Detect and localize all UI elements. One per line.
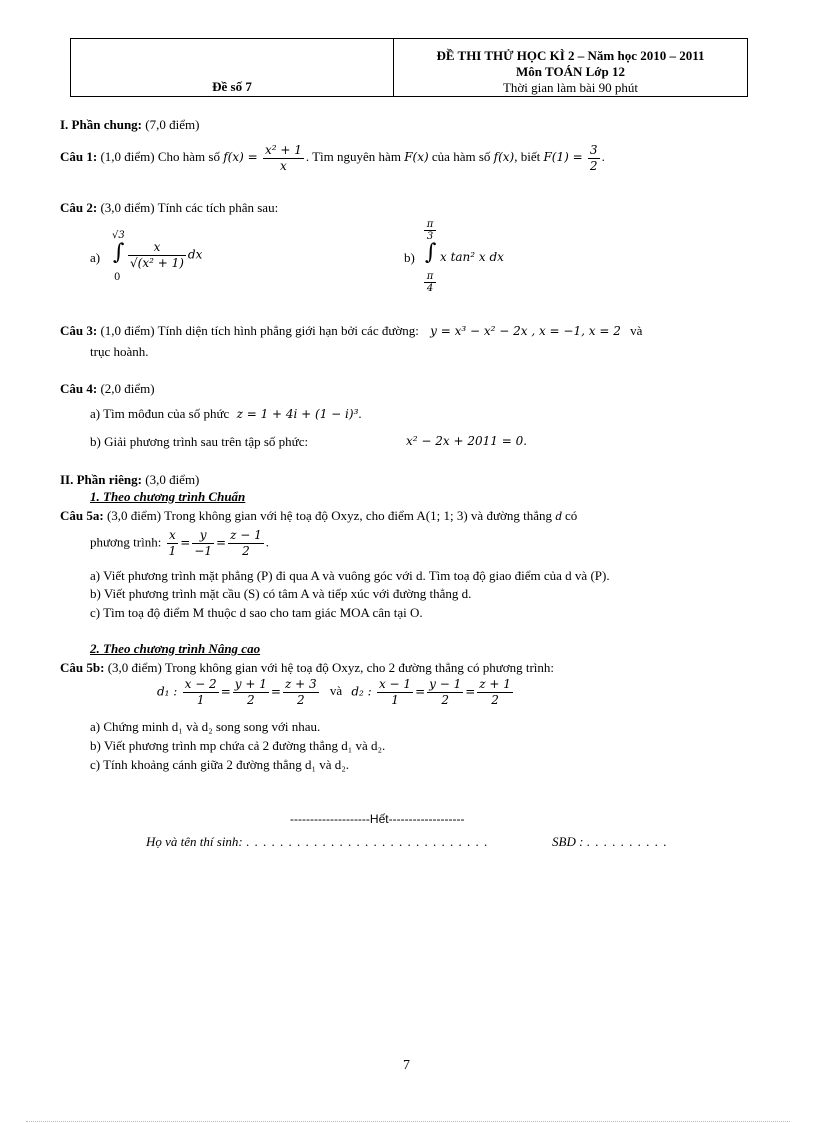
integral-b-label: b)	[404, 250, 415, 265]
question-4b: b) Giải phương trình sau trên tập số phức:	[90, 434, 309, 449]
question-2: Câu 2: (3,0 điểm) Tính các tích phân sau:	[60, 200, 279, 215]
question-5b-c: c) Tính khoảng cánh giữa 2 đường thẳng d₁ và d₂.	[90, 757, 350, 772]
question-5a: Câu 5a: (3,0 điểm) Trong không gian với hệ toạ độ Oxyz, cho điểm A(1; 1; 3) và đường thẳng d có	[60, 508, 578, 523]
integral-a-label: a)	[90, 250, 101, 265]
question-4: Câu 4: (2,0 điểm)	[60, 381, 155, 396]
integral-sign-b: ∫	[425, 240, 437, 265]
q1-fraction: $\frac{\text{x² + 1}}{x}$	[264, 142, 302, 173]
integral-sign-a: ∫	[113, 240, 125, 265]
q1-condition-fraction: $\frac{3}{2}$	[589, 142, 598, 173]
question-5b-a: a) Chứng minh d₁ và d₂ song song với nhau.	[90, 719, 321, 734]
exam-header-table	[70, 38, 748, 97]
part2-heading: II. Phần riêng: (3,0 điểm)	[60, 472, 200, 487]
question-5b-b: b) Viết phương trình mp chứa cả 2 đường thẳng d₁ và d₂.	[90, 738, 386, 753]
exam-code: Đề số 7	[71, 39, 394, 97]
program-standard-title: 1. Theo chương trình Chuẩn	[90, 489, 246, 504]
exam-title-block	[394, 39, 748, 97]
program-advanced-title: 2. Theo chương trình Nâng cao	[90, 641, 261, 656]
candidate-number-line: SBD : . . . . . . . . . .	[552, 834, 668, 849]
integral-b-lower: π 4	[424, 271, 436, 294]
integral-b-body: x tan² x dx	[440, 250, 504, 264]
exam-duration: Thời gian làm bài 90 phút	[502, 80, 639, 95]
question-5a-equation: phương trình: $\frac{x}{1}$ = $\frac{y}{-1}$ = $\frac{z - 1}{2}$ .	[90, 528, 269, 558]
question-4a: a) Tìm môđun của số phức z = 1 + 4i + (1 − i)³.	[90, 406, 362, 421]
integral-a-body: $\frac{x}{\text{√(x² + 1)}}$ dx	[130, 240, 203, 270]
exam-subject: Môn TOÁN Lớp 12	[516, 64, 625, 79]
question-5a-b: b) Viết phương trình mặt cầu (S) có tâm A và tiếp xúc với đường thẳng d.	[90, 586, 472, 601]
exam-title: ĐỀ THI THỬ HỌC KÌ 2 – Năm học 2010 – 2011	[436, 48, 705, 63]
question-5a-c: c) Tìm toạ độ điểm M thuộc d sao cho tam giác MOA cân tại O.	[90, 605, 423, 620]
page-number: 7	[403, 1058, 410, 1073]
integral-a-upper: √3	[112, 230, 125, 241]
part1-heading: I. Phần chung: (7,0 điểm)	[60, 117, 200, 132]
integral-b-upper: π 3	[424, 219, 436, 242]
question-4b-equation: x² − 2x + 2011 = 0.	[406, 434, 528, 448]
question-5a-a: a) Viết phương trình mặt phẳng (P) đi qua A và vuông góc với d. Tìm toạ độ giao điểm của d và (P).	[90, 568, 610, 583]
question-3-line2: trục hoành.	[90, 344, 149, 359]
question-3: Câu 3: (1,0 điểm) Tính diện tích hình phẳng giới hạn bởi các đường: y = x³ − x² − 2x , x = −1, x = 2 và	[60, 323, 643, 338]
integral-a-lower: 0	[114, 272, 121, 283]
question-1: Câu 1: (1,0 điểm) Cho hàm số f(x) = $\frac{\text{x² + 1}}{x}$ . Tìm nguyên hàm F(x) của hàm số f(x), biết F(1) = $\frac{3}{2}$ .	[60, 142, 605, 173]
candidate-name-line: Họ và tên thí sinh: . . . . . . . . . . . . . . . . . . . . . . . . . . . . .	[146, 834, 489, 849]
question-5b-lines: d₁ : $\frac{x - 2}{1}$ = $\frac{y + 1}{2}$ = $\frac{z + 3}{2}$ và d₂ : $\frac{x - 1}{1}$ = $\frac{y - 1}{2}$ = $\frac{z + 1}{2}$	[157, 677, 511, 707]
end-marker: --------------------Hết-------------------	[290, 812, 465, 826]
question-5b: Câu 5b: (3,0 điểm) Trong không gian với hệ toạ độ Oxyz, cho 2 đường thẳng có phương trình:	[60, 660, 555, 675]
page-bottom-border	[26, 1121, 790, 1122]
